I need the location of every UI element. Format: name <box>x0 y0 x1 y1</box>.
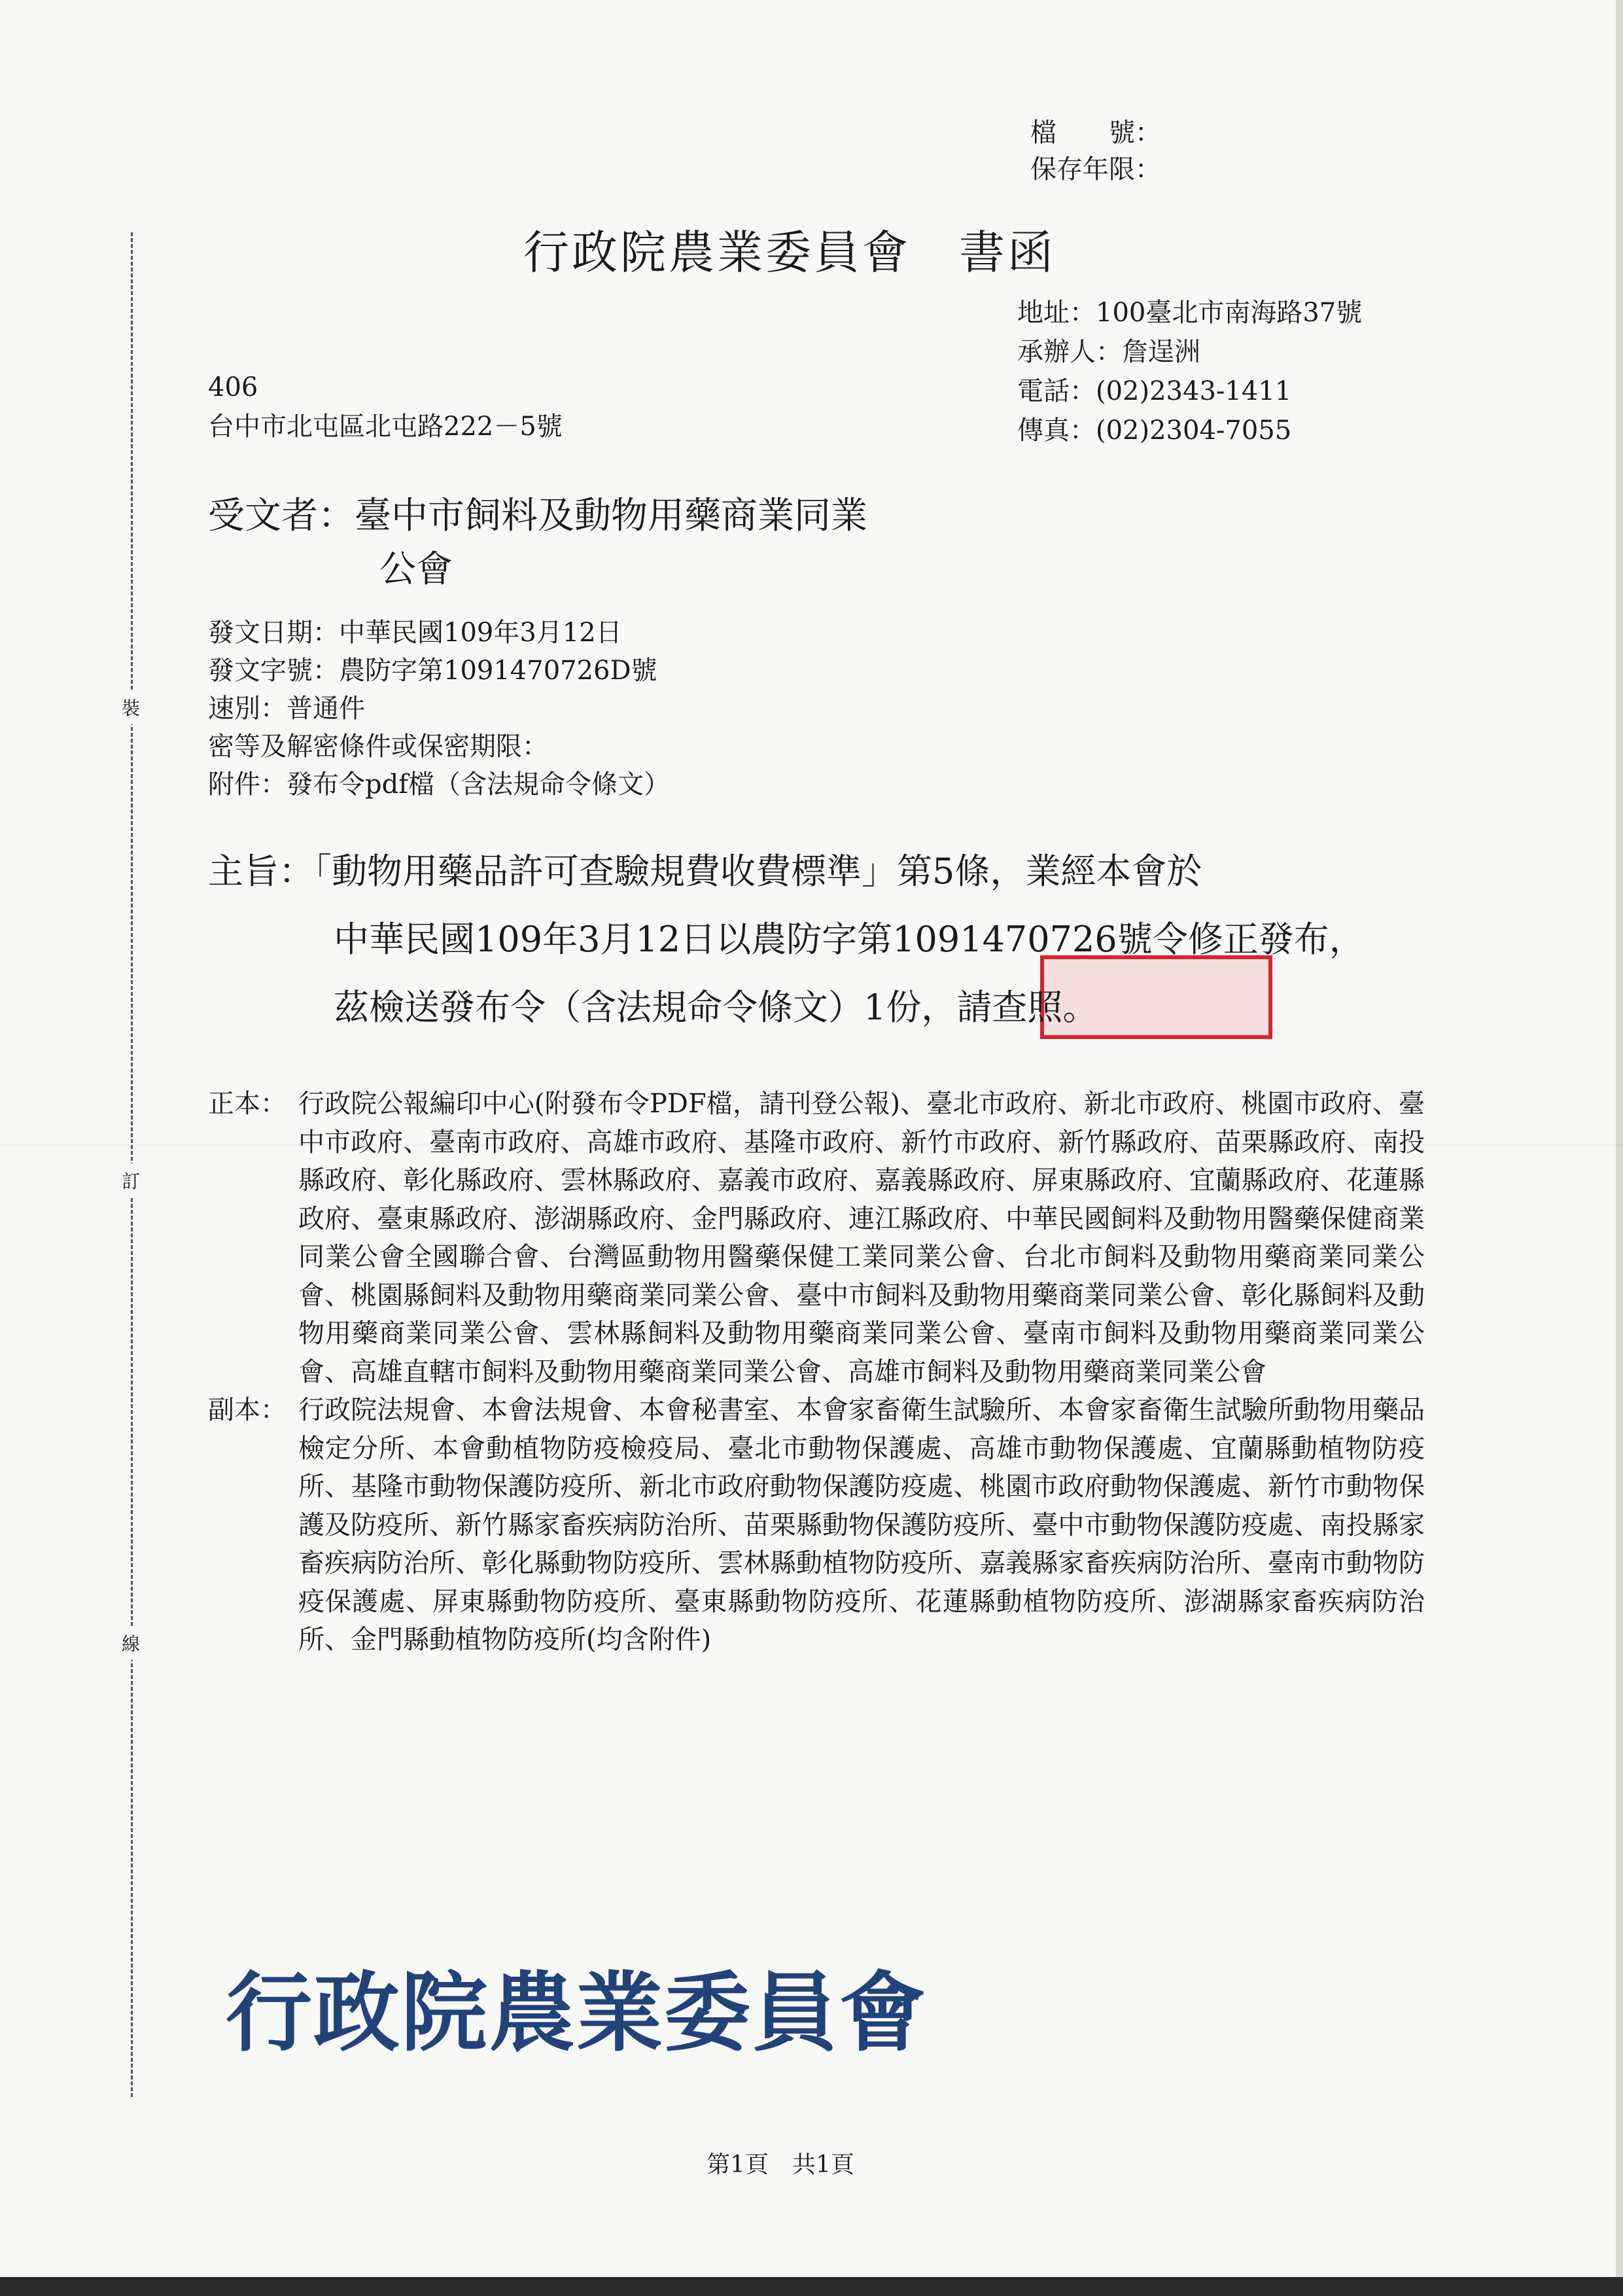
retention-label: 保存年限： <box>1030 154 1161 185</box>
document-title: 行政院農業委員會 書函 <box>523 226 1056 279</box>
postal-code: 406 <box>208 372 258 402</box>
binding-mark-xian: 線 <box>122 1626 140 1660</box>
sender-fax: 傳真：(02)2304-7055 <box>1017 415 1292 446</box>
distribution <box>208 1085 1425 1659</box>
secrecy-level: 密等及解密條件或保密期限： <box>208 732 548 762</box>
document-number: 發文字號：農防字第1091470726D號 <box>208 656 657 686</box>
sender-address: 地址：100臺北市南海路37號 <box>1017 298 1363 328</box>
copy-label: 副本： <box>208 1395 287 1425</box>
copy-text: 行政院法規會、本會法規會、本會秘書室、本會家畜衛生試驗所、本會家畜衛生試驗所動物用藥品檢定分所、本會動植物防疫檢疫局、臺北市動物保護處、高雄市動物保護處、宜蘭縣動植物防疫所、基隆市動物保護防疫所、新北市政府動物保護防疫處、桃園市政府動物保護處、新竹市動物保護及防疫所、新竹縣家畜疾病防治所、苗栗縣動物保護防疫所、臺中市動物保護防疫處、南投縣家畜疾病防治所、彰化縣動物防疫所、雲林縣動植物防疫所、嘉義縣家畜疾病防治所、臺南市動物防疫保護處、屏東縣動物防疫所、臺東縣動物防疫所、花蓮縣動植物防疫所、澎湖縣家畜疾病防治所、金門縣動植物防疫所(均含附件) <box>298 1395 1425 1655</box>
organization-stamp: 行政院農業委員會 <box>226 1963 927 2064</box>
subject <box>208 838 1451 1042</box>
sender-contact: 承辦人：詹逞洲 <box>1017 337 1200 367</box>
recipient-line-1: 受文者：臺中市飼料及動物用藥商業同業 <box>208 495 867 537</box>
copy-recipients <box>208 1391 1425 1659</box>
recipient-address <box>208 368 563 446</box>
original-recipients <box>208 1085 1425 1391</box>
page-number: 第1頁 共1頁 <box>707 2151 854 2178</box>
street-address: 台中市北屯區北屯路222－5號 <box>208 412 563 442</box>
recipient-line-2: 公會 <box>379 548 453 591</box>
file-number-label: 檔 號： <box>1030 118 1161 148</box>
binding-mark-ding: 訂 <box>122 1163 140 1197</box>
paper-edge-right <box>1616 0 1623 2296</box>
subject-line-1: 主旨：「動物用藥品許可查驗規費收費標準」第5條，業經本會於 <box>208 851 1202 892</box>
attachment: 附件：發布令pdf檔（含法規命令條文） <box>208 769 671 800</box>
sender-phone: 電話：(02)2343-1411 <box>1017 376 1292 406</box>
subject-line-2: 中華民國109年3月12日以農防字第1091470726號令修正發布， <box>334 919 1365 960</box>
binding-mark-zhuang: 裝 <box>122 690 140 724</box>
subject-line-3: 茲檢送發布令（含法規命令條文）1份，請查照。 <box>334 987 1098 1028</box>
original-label: 正本： <box>208 1089 287 1119</box>
recipient <box>208 489 867 597</box>
document-meta <box>208 614 670 804</box>
sender-info <box>1017 293 1362 450</box>
file-info <box>1030 115 1161 188</box>
scan-bottom-edge <box>0 2277 1623 2296</box>
original-text: 行政院公報編印中心(附發布令PDF檔，請刊登公報)、臺北市政府、新北市政府、桃園市政府、臺中市政府、臺南市政府、高雄市政府、基隆市政府、新竹市政府、新竹縣政府、苗栗縣政府、南投縣政府、彰化縣政府、雲林縣政府、嘉義市政府、嘉義縣政府、屏東縣政府、宜蘭縣政府、花蓮縣政府、臺東縣政府、澎湖縣政府、金門縣政府、連江縣政府、中華民國飼料及動物用醫藥保健商業同業公會全國聯合會、台灣區動物用醫藥保健工業同業公會、台北市飼料及動物用藥商業同業公會、桃園縣飼料及動物用藥商業同業公會、臺中市飼料及動物用藥商業同業公會、彰化縣飼料及動物用藥商業同業公會、雲林縣飼料及動物用藥商業同業公會、臺南市飼料及動物用藥商業同業公會、高雄直轄市飼料及動物用藥商業同業公會、高雄市飼料及動物用藥商業同業公會 <box>298 1089 1425 1387</box>
delivery-speed: 速別：普通件 <box>208 694 365 724</box>
issue-date: 發文日期：中華民國109年3月12日 <box>208 618 622 648</box>
